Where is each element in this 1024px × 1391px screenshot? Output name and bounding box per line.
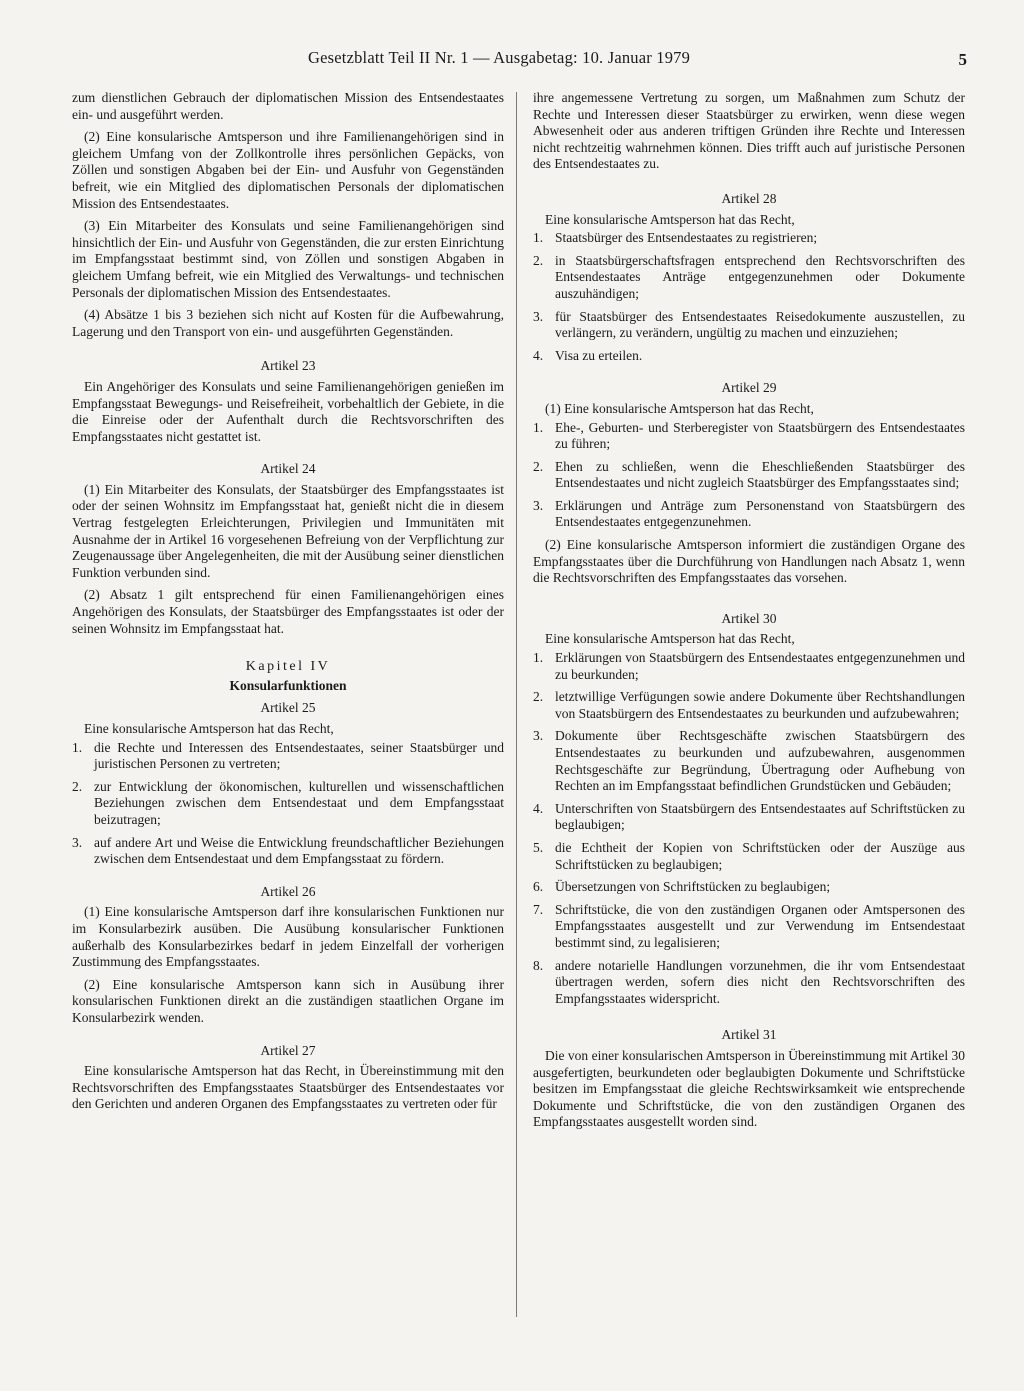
- list-item-text: auf andere Art und Weise die Entwicklung freundschaftlicher Beziehungen zwischen dem Entsendestaat und dem Empfangsstaat zu fördern.: [94, 834, 504, 867]
- paragraph: Ein Angehöriger des Konsulats und seine Familienangehörigen genießen im Empfangsstaat Bewegungs- und Reisefreiheit, vorbehaltlich der Gebiete, in die die Einreise oder der Aufenthalt durch die Rechtsvorschriften des Empfangsstaates nicht gestattet ist.: [72, 378, 504, 444]
- page-header: [70, 48, 975, 72]
- list-item: [72, 740, 504, 773]
- list-item-number: 3.: [533, 728, 544, 744]
- list-item: [533, 801, 965, 834]
- list-item-number: 1.: [533, 419, 544, 435]
- list-item-text: Staatsbürger des Entsendestaates zu registrieren;: [555, 230, 818, 246]
- list-item-number: 1.: [533, 650, 544, 666]
- list-item-number: 3.: [533, 308, 544, 324]
- list-item-text: letztwillige Verfügungen sowie andere Dokumente über Rechtshandlungen von Staatsbürgern des Entsendestaates zu beurkunden und aufzubewahren;: [555, 689, 965, 721]
- list-item: [533, 902, 965, 952]
- list-item-number: 3.: [533, 497, 544, 513]
- list-item-text: Erklärungen von Staatsbürgern des Entsendestaates entgegenzunehmen und zu beurkunden;: [555, 650, 965, 682]
- list-item-number: 6.: [533, 879, 544, 895]
- list-item: [533, 230, 965, 247]
- paragraph: zum dienstlichen Gebrauch der diplomatischen Mission des Entsendestaates ein- und ausgeführt werden.: [72, 90, 504, 122]
- art25-list: [72, 740, 504, 868]
- list-item-text: für Staatsbürger des Entsendestaates Reisedokumente auszustellen, zu verlängern, zu verändern, ungültig zu machen und einzuziehen;: [555, 308, 965, 341]
- list-item: [533, 253, 965, 303]
- list-item: [533, 840, 965, 873]
- paragraph: Die von einer konsularischen Amtsperson in Übereinstimmung mit Artikel 30 ausgefertigten, beurkundeten oder beglaubigten Dokumente und Schriftstücke besitzen im Empfangsstaat die gleiche Rechtswirksamkeit wie entsprechende Dokumente und Schriftstücke, die von den zuständigen Organen des Empfangsstaates ausgestellt worden sind.: [533, 1047, 965, 1130]
- paragraph: Eine konsularische Amtsperson hat das Recht,: [545, 631, 795, 647]
- art29-list: [533, 420, 965, 532]
- list-item-text: Ehe-, Geburten- und Sterberegister von Staatsbürgern des Entsendestaates zu führen;: [555, 419, 965, 452]
- list-item: [533, 958, 965, 1008]
- list-item: [533, 309, 965, 342]
- list-item-text: die Echtheit der Kopien von Schriftstücken oder der Auszüge aus Schriftstücken zu beglaubigen;: [555, 839, 965, 872]
- chapter-subtitle: Konsularfunktionen: [229, 677, 347, 693]
- article-heading: Artikel 24: [260, 461, 316, 477]
- art30-list: [533, 650, 965, 1007]
- list-item: [533, 650, 965, 683]
- paragraph: (2) Eine konsularische Amtsperson und ihre Familienangehörigen sind in gleichem Umfang von der Zollkontrolle ihres persönlichen Gepäcks, von Zöllen und sonstigen Abgaben bei der Ein- und Ausfuhr von Gegenständen befreit, wie ein Mitglied des diplomatischen Personals der diplomatischen Mission des Entsendestaates.: [72, 129, 504, 211]
- paragraph: (1) Eine konsularische Amtsperson hat das Recht,: [545, 400, 814, 416]
- article-heading: Artikel 31: [721, 1027, 777, 1043]
- list-item-text: Dokumente über Rechtsgeschäfte zwischen Staatsbürgern des Entsendestaates zu beurkunden und aufzubewahren, ausgenommen Rechtsgeschäfte zur Begründung, Übertragung oder Aufhebung von Rechten an im Empfangsstaat befindlichen Grundstücken und Gebäuden;: [555, 728, 965, 794]
- list-item-text: in Staatsbürgerschaftsfragen entsprechend den Rechtsvorschriften des Entsendestaates Anträge entgegenzunehmen oder Dokumente auszuhändigen;: [555, 252, 965, 301]
- paragraph: (1) Ein Mitarbeiter des Konsulats, der Staatsbürger des Empfangsstaates ist oder der seinen Wohnsitz im Empfangsstaat hat, genießt nicht die in diesem Vertrag festgelegten Erleichterungen, Privilegien und Immunitäten mit Ausnahme der in Artikel 16 vorgesehenen Befreiung von der Verpflichtung zur Zeugenaussage über Angelegenheiten, die mit der Ausübung seiner dienstlichen Funktion verbunden sind.: [72, 481, 504, 580]
- list-item-number: 4.: [533, 800, 544, 816]
- list-item-number: 3.: [72, 834, 83, 850]
- paragraph: (2) Eine konsularische Amtsperson kann sich in Ausübung ihrer konsularischen Funktionen direkt an die zuständigen staatlichen Organe im Konsularbezirk wenden.: [72, 976, 504, 1025]
- list-item: [533, 498, 965, 531]
- list-item-number: 2.: [533, 458, 544, 474]
- list-item: [72, 835, 504, 868]
- list-item-number: 2.: [72, 778, 83, 794]
- list-item: [533, 879, 965, 896]
- list-item: [533, 348, 965, 365]
- right-column: [533, 90, 965, 1137]
- list-item-number: 4.: [533, 347, 544, 363]
- paragraph: (2) Eine konsularische Amtsperson informiert die zuständigen Organe des Empfangsstaates über die Durchführung von Handlungen nach Absatz 1, wenn die Rechtsvorschriften des Empfangsstaates das vorsehen.: [533, 537, 965, 586]
- list-item-number: 8.: [533, 957, 544, 973]
- paragraph: (1) Eine konsularische Amtsperson darf ihre konsularischen Funktionen nur im Konsularbezirk ausüben. Die Ausübung konsularischer Funktionen außerhalb des Konsularbezirkes bedarf in jedem Einzelfall der vorherigen Zustimmung des Empfangsstaates.: [72, 904, 504, 970]
- list-item-number: 1.: [533, 230, 544, 246]
- list-item-text: Visa zu erteilen.: [555, 347, 643, 363]
- list-item-number: 7.: [533, 901, 544, 917]
- list-item: [533, 420, 965, 453]
- list-item-number: 2.: [533, 689, 544, 705]
- paragraph: ihre angemessene Vertretung zu sorgen, um Maßnahmen zum Schutz der Rechte und Interessen dieser Staatsbürger zu erwirken, wenn diese wegen Abwesenheit oder aus anderen triftigen Gründen ihre Rechte und Interessen nicht rechtzeitig wahrnehmen können. Dies trifft auch auf juristische Personen des Entsendestaates zu.: [533, 90, 965, 172]
- list-item-text: zur Entwicklung der ökonomischen, kulturellen und wissenschaftlichen Beziehungen zwischen dem Entsendestaat und dem Empfangsstaat beizutragen;: [94, 778, 504, 827]
- paragraph: Eine konsularische Amtsperson hat das Recht,: [84, 721, 334, 736]
- list-item-text: Schriftstücke, die von den zuständigen Organen oder Amtspersonen des Empfangsstaates ausgestellt und zur Verwendung im Entsendestaat bestimmt sind, zu legalisieren;: [555, 901, 965, 950]
- list-item-number: 1.: [72, 739, 83, 755]
- list-item: [533, 728, 965, 794]
- article-heading: Artikel 30: [721, 610, 777, 626]
- article-heading: Artikel 29: [721, 380, 777, 396]
- article-heading: Artikel 27: [260, 1042, 316, 1058]
- paragraph: Eine konsularische Amtsperson hat das Recht, in Übereinstimmung mit den Rechtsvorschriften des Empfangsstaates Staatsbürger des Entsendestaates vor den Gerichten und anderen Organen des Empfangsstaates zu vertreten oder für: [72, 1063, 504, 1112]
- list-item-text: Ehen zu schließen, wenn die Eheschließenden Staatsbürger des Entsendestaates und nicht zugleich Staatsbürger des Empfangsstaates sind;: [555, 458, 965, 491]
- art28-list: [533, 230, 965, 364]
- column-divider: [516, 92, 517, 1317]
- list-item-text: Übersetzungen von Schriftstücken zu beglaubigen;: [555, 879, 831, 895]
- article-heading: Artikel 25: [260, 700, 316, 716]
- left-column: [72, 90, 504, 1119]
- list-item-text: andere notarielle Handlungen vorzunehmen, die ihr vom Entsendestaat übertragen werden, sofern dies nicht den Rechtsvorschriften des Empfangsstaates widerspricht.: [555, 957, 965, 1006]
- paragraph: (3) Ein Mitarbeiter des Konsulats und seine Familienangehörigen sind hinsichtlich der Ein- und Ausfuhr von Gegenständen, die zur ersten Einrichtung im Empfangsstaat bestimmt sind, von Zöllen und sonstigen Abgaben in gleichem Umfang befreit, wie ein Mitglied des Verwaltungs- und technischen Personals der diplomatischen Mission des Entsendestaates.: [72, 218, 504, 300]
- page-number: 5: [958, 50, 967, 69]
- list-item: [72, 779, 504, 829]
- list-item-number: 2.: [533, 252, 544, 268]
- list-item-number: 5.: [533, 839, 544, 855]
- list-item-text: Erklärungen und Anträge zum Personenstand von Staatsbürgern des Entsendestaates entgegenzunehmen.: [555, 497, 965, 530]
- article-heading: Artikel 26: [260, 883, 316, 899]
- paragraph: (2) Absatz 1 gilt entsprechend für einen Familienangehörigen eines Angehörigen des Konsulats, der Staatsbürger des Empfangsstaates ist oder der seinen Wohnsitz im Empfangsstaat hat.: [72, 587, 504, 636]
- list-item-text: die Rechte und Interessen des Entsendestaates, seiner Staatsbürger und juristischen Personen zu vertreten;: [94, 739, 504, 772]
- paragraph: (4) Absätze 1 bis 3 beziehen sich nicht auf Kosten für die Aufbewahrung, Lagerung und den Transport von ein- und ausgeführten Gegenständen.: [72, 307, 504, 339]
- list-item: [533, 689, 965, 722]
- list-item: [533, 459, 965, 492]
- article-heading: Artikel 23: [260, 358, 316, 374]
- header-title: Gesetzblatt Teil II Nr. 1 — Ausgabetag: 10. Januar 1979: [308, 48, 691, 67]
- paragraph: Eine konsularische Amtsperson hat das Recht,: [545, 211, 795, 227]
- list-item-text: Unterschriften von Staatsbürgern des Entsendestaates auf Schriftstücken zu beglaubigen;: [555, 800, 965, 833]
- article-heading: Artikel 28: [721, 190, 777, 206]
- chapter-heading: Kapitel IV: [245, 659, 331, 675]
